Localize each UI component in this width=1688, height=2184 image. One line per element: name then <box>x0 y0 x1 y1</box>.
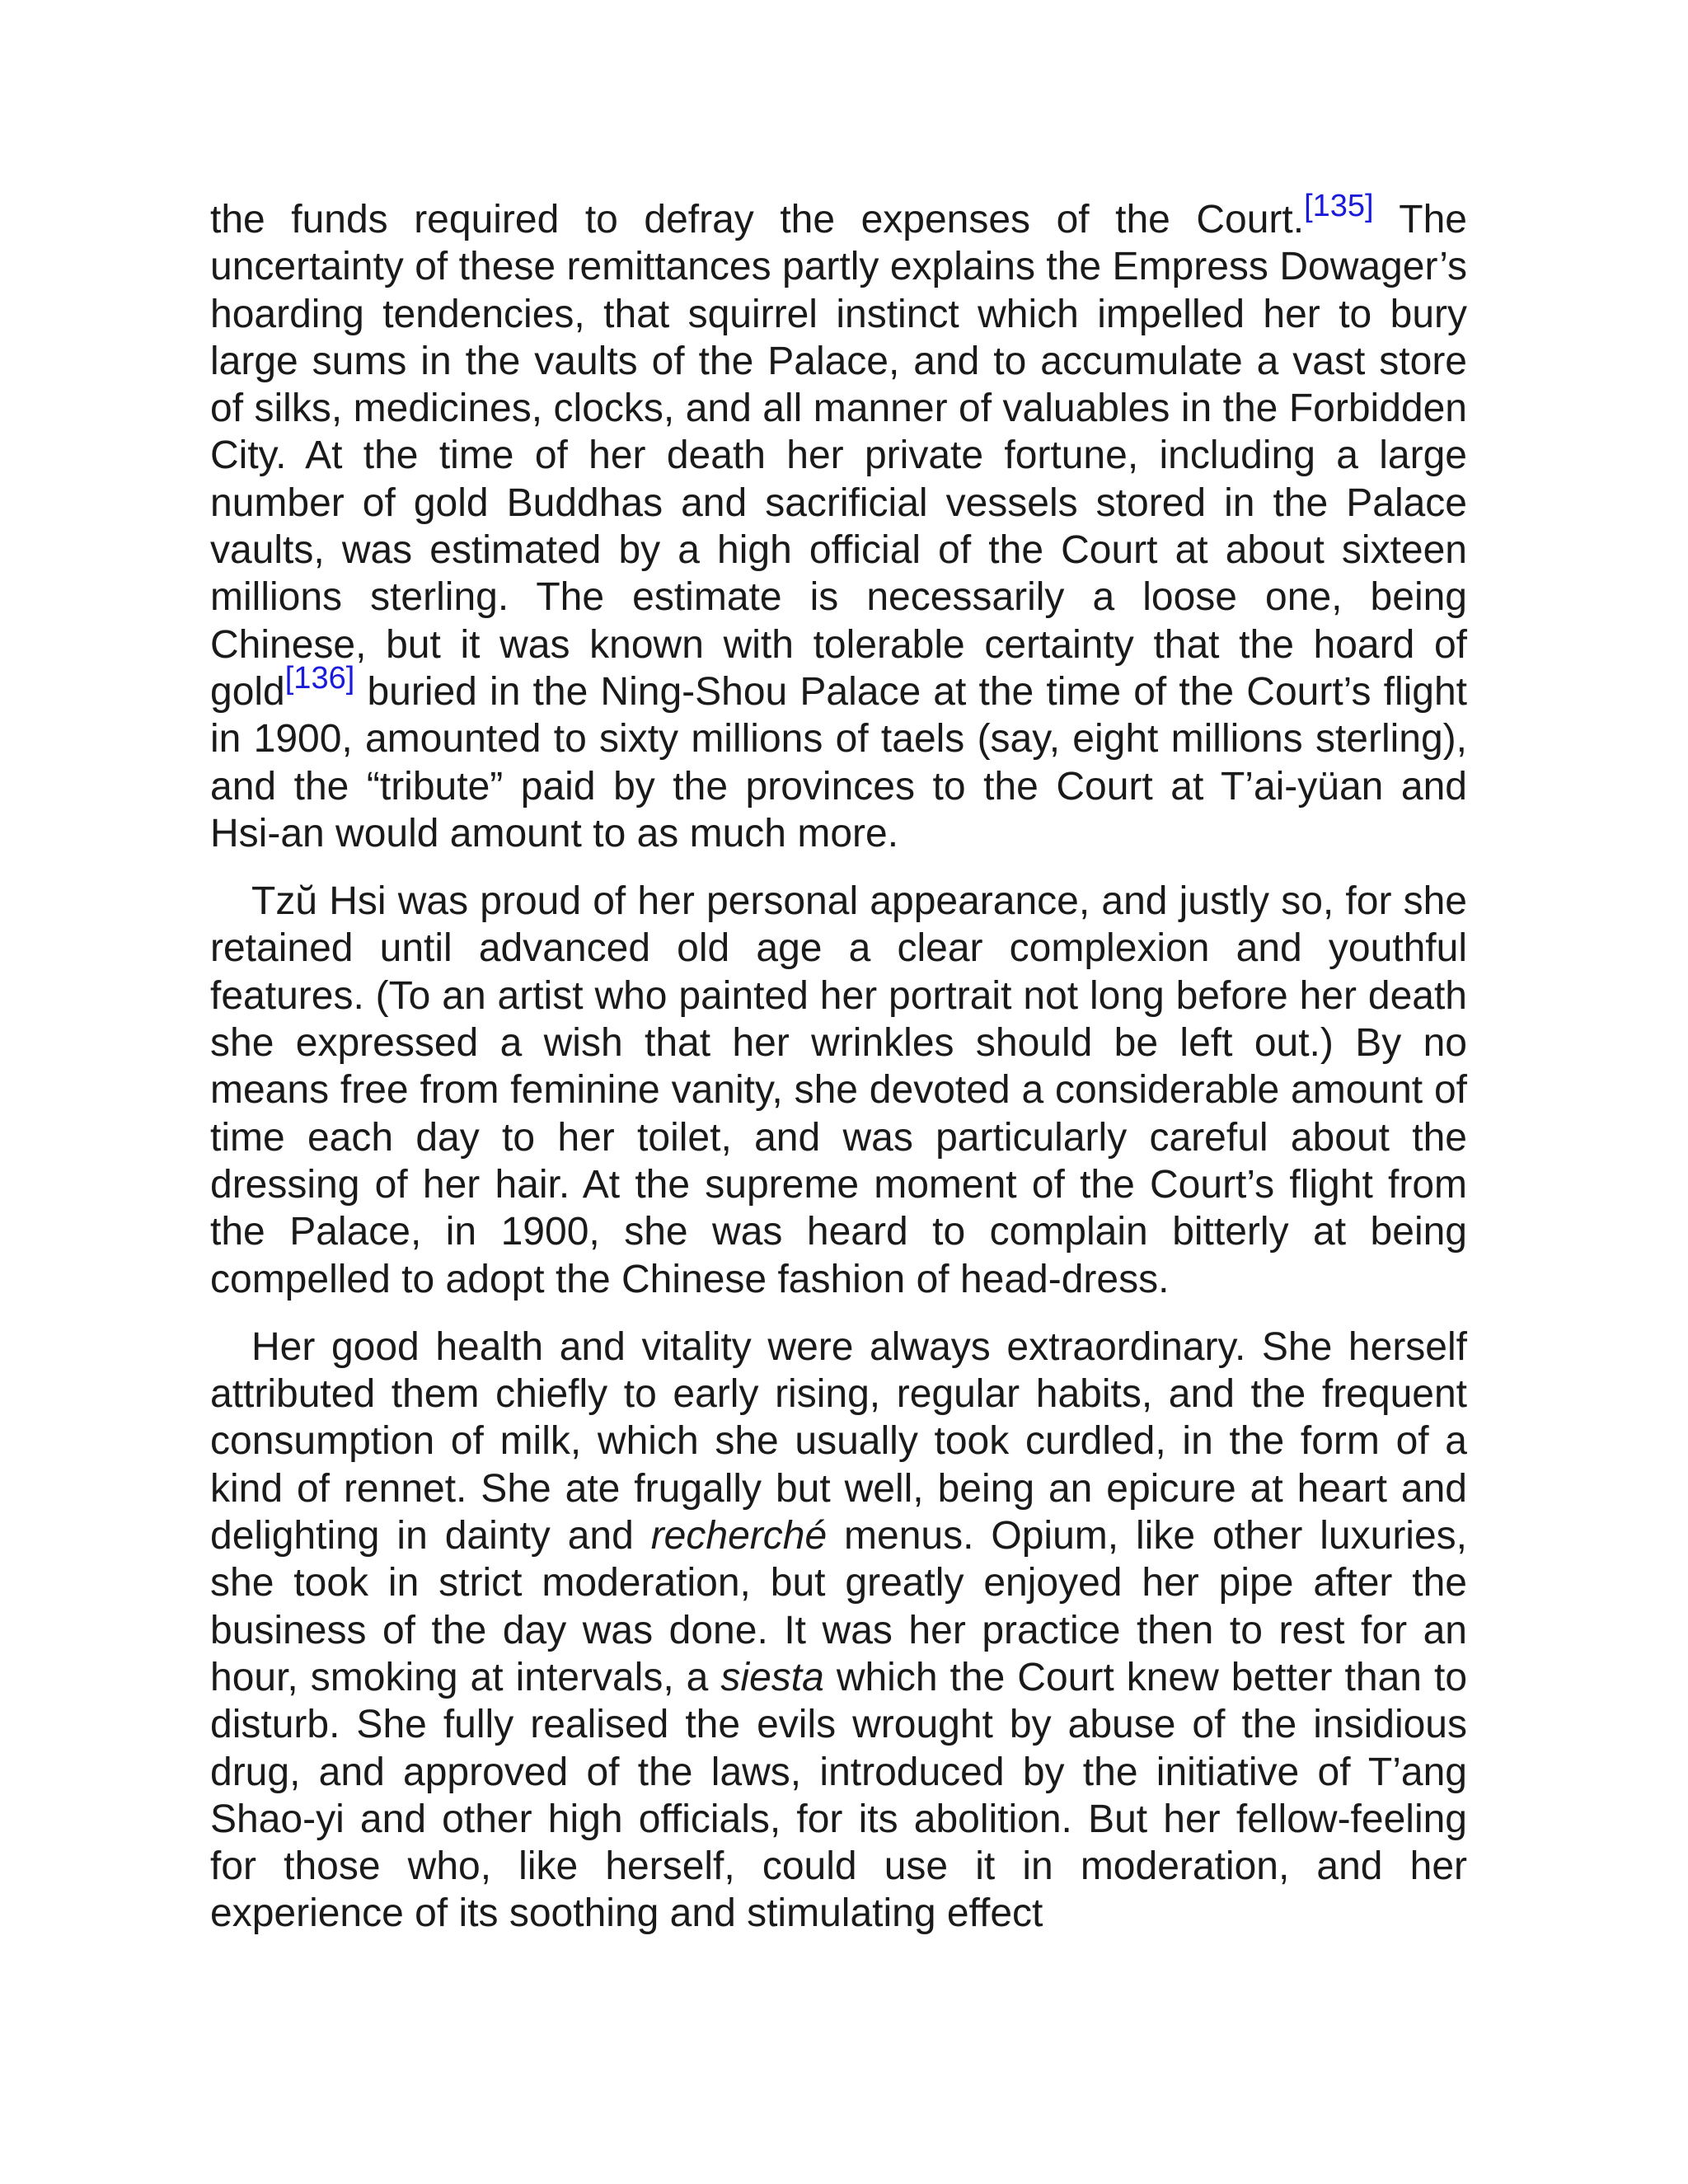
paragraph-text: menus. Opium, like other luxuries, she took in strict moderation, but greatly enjoyed her pipe after the business of the day was done. It was her practice then to rest for an hour, smoking at intervals, a <box>210 1514 1467 1699</box>
footnote-link-136[interactable]: [136] <box>284 660 355 696</box>
paragraph-2 <box>210 878 1467 1303</box>
paragraph-text: Her good health and vitality were always extraordinary. She herself attributed them chiefly to early rising, regular habits, and the frequent consumption of milk, which she usually took curdled, in the form of a kind of rennet. She ate frugally but well, being an epicure at heart and delighting in dainty and <box>210 1324 1467 1558</box>
paragraph-text: The uncertainty of these remittances partly explains the Empress Dowager’s hoarding tendencies, that squirrel instinct which impelled her to bury large sums in the vaults of the Palace, and to accumulate a vast store of silks, medicines, clocks, and all manner of valuables in the Forbidden City. At the time of her death her private fortune, including a large number of gold Buddhas and sacrificial vessels stored in the Palace vaults, was estimated by a high official of the Court at about sixteen millions sterling. The estimate is necessarily a loose one, being Chinese, but it was known with tolerable certainty that the hoard of gold <box>210 198 1467 714</box>
footnote-link-135[interactable]: [135] <box>1304 189 1374 223</box>
paragraph-text: buried in the Ning-Shou Palace at the time of the Court’s flight in 1900, amounted to sixty millions of taels (say, eight millions sterling), and the “tribute” paid by the provinces to the Court at T’ai-yüan and Hsi-an would amount to as much more. <box>210 669 1467 855</box>
italic-term-siesta: siesta <box>720 1655 824 1699</box>
page-body <box>210 189 1468 1938</box>
italic-term-recherche: recherché <box>650 1514 828 1558</box>
paragraph-1 <box>210 189 1467 857</box>
paragraph-text: the funds required to defray the expenses of the Court. <box>210 198 1305 241</box>
paragraph-text: which the Court knew better than to disturb. She fully realised the evils wrought by abuse of the insidious drug, and approved of the laws, introduced by the initiative of T’ang Shao-yi and other high officials, for its abolition. But her fellow-feeling for those who, like herself, could use it in moderation, and her experience of its soothing and stimulating effect <box>210 1655 1468 1936</box>
paragraph-text: Tzŭ Hsi was proud of her personal appearance, and justly so, for she retained until advanced old age a clear complexion and youthful features. (To an artist who painted her portrait not long before her death she expressed a wish that her wrinkles should be left out.) By no means free from feminine vanity, she devoted a considerable amount of time each day to her toilet, and was particularly careful about the dressing of her hair. At the supreme moment of the Court’s flight from the Palace, in 1900, she was heard to complain bitterly at being compelled to adopt the Chinese fashion of head-dress. <box>210 879 1467 1301</box>
paragraph-3 <box>210 1324 1467 1938</box>
